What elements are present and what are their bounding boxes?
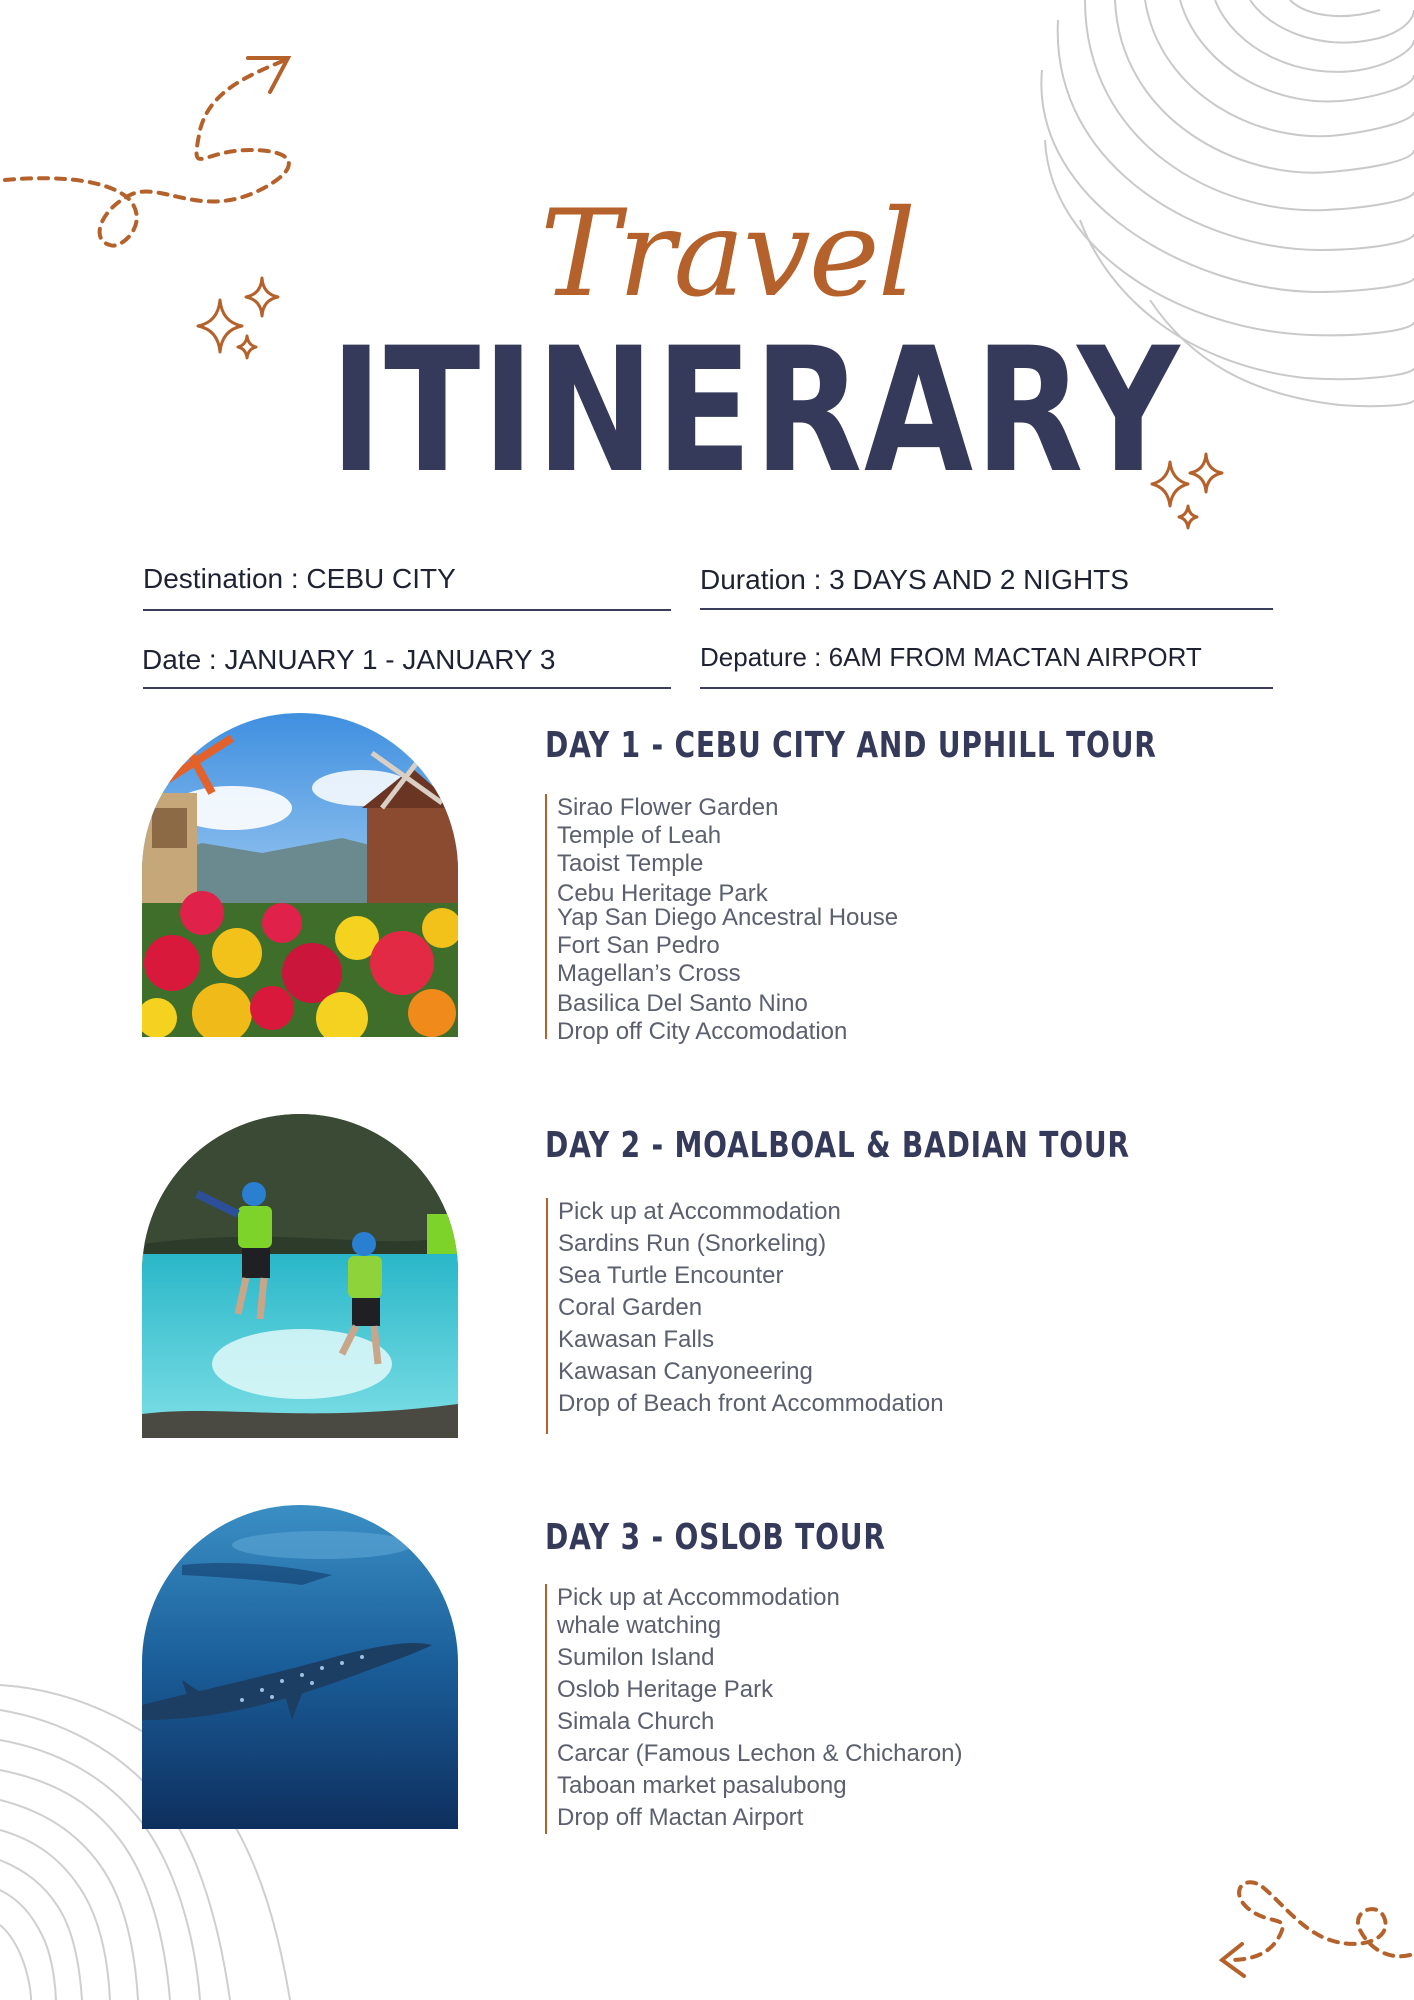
list-item: Kawasan Falls	[558, 1326, 715, 1353]
day-1-photo	[142, 713, 458, 1037]
list-item: Simala Church	[557, 1708, 715, 1735]
list-item: Coral Garden	[558, 1294, 703, 1321]
date-text: Date : JANUARY 1 - JANUARY 3	[142, 644, 556, 675]
divider	[143, 687, 671, 689]
divider	[700, 687, 1273, 689]
departure-text: Depature : 6AM FROM MACTAN AIRPORT	[700, 642, 1202, 672]
list-item: Basilica Del Santo Nino	[557, 990, 808, 1017]
day-2-photo	[142, 1114, 458, 1438]
list-item: Sirao Flower Garden	[557, 794, 779, 821]
list-item: whale watching	[557, 1612, 722, 1639]
dashed-arrow-decoration-top	[0, 50, 310, 260]
day-3-list	[545, 1584, 963, 1834]
list-item: Pick up at Accommodation	[557, 1584, 840, 1611]
title-script: Travel	[540, 185, 915, 324]
day-1-list	[545, 794, 899, 1045]
duration-text: Duration : 3 DAYS AND 2 NIGHTS	[700, 564, 1129, 595]
day-3-photo	[142, 1505, 458, 1829]
day-2-list	[546, 1198, 944, 1434]
list-item: Kawasan Canyoneering	[558, 1358, 813, 1385]
day-3-title: DAY 3 - OSLOB TOUR	[545, 1517, 886, 1558]
list-item: Oslob Heritage Park	[557, 1676, 774, 1703]
list-item: Pick up at Accommodation	[558, 1198, 841, 1225]
day-2-title: DAY 2 - MOALBOAL & BADIAN TOUR	[545, 1125, 1130, 1166]
list-item: Drop of Beach front Accommodation	[558, 1390, 944, 1417]
divider	[143, 609, 671, 611]
list-item: Temple of Leah	[557, 822, 722, 849]
list-item: Taboan market pasalubong	[557, 1772, 847, 1799]
divider	[700, 608, 1273, 610]
list-item: Magellan’s Cross	[557, 960, 741, 987]
destination-text: Destination : CEBU CITY	[143, 563, 456, 594]
list-item: Drop off Mactan Airport	[557, 1804, 804, 1831]
sparkle-icon	[180, 270, 290, 380]
list-item: Sea Turtle Encounter	[558, 1262, 784, 1289]
list-item: Taoist Temple	[557, 850, 704, 877]
page-title: ITINERARY	[330, 310, 1182, 511]
list-item: Carcar (Famous Lechon & Chicharon)	[557, 1740, 963, 1767]
list-item: Yap San Diego Ancestral House	[557, 904, 899, 931]
list-item: Drop off City Accomodation	[557, 1018, 848, 1045]
list-item: Sumilon Island	[557, 1644, 715, 1671]
list-item: Cebu Heritage Park	[557, 880, 768, 907]
list-item: Fort San Pedro	[557, 932, 720, 959]
dashed-arrow-decoration-bottom	[1210, 1860, 1414, 1990]
day-1-title: DAY 1 - CEBU CITY AND UPHILL TOUR	[545, 725, 1157, 766]
list-item: Sardins Run (Snorkeling)	[558, 1230, 827, 1257]
